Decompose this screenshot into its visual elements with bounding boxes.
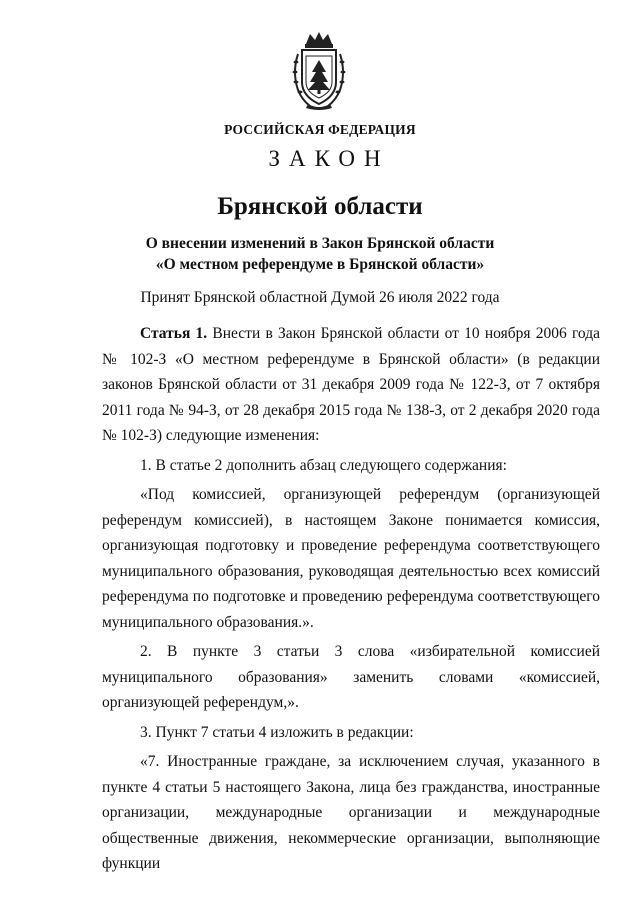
article-1-label: Статья 1. — [140, 325, 208, 342]
article-1-paragraph — [102, 321, 600, 449]
coat-of-arms-icon — [288, 30, 350, 110]
federation-heading: РОССИЙСКАЯ ФЕДЕРАЦИЯ — [224, 122, 416, 137]
item-1-paragraph: 1. В статье 2 дополнить абзац следующего содержания: — [140, 456, 507, 474]
item-3-paragraph: 3. Пункт 7 статьи 4 изложить в редакции: — [140, 723, 414, 741]
article-1-text: Внести в Закон Брянской области от 10 ноября 2006 года № 102-З «О местном референдуме в Брянской области» (в редакции законов Брянской области от 31 декабря 2009 года № 122-З, от 7 октября 2011 года № 94-З, от 28 декабря 2015 года № 138-З, от 2 декабря 2020 года № 102-З) следующие изменения: — [102, 325, 600, 444]
item-1-quote: «Под комиссией, организующей референдум (организующей референдум комиссией), в настоящем Законе понимается комиссия, организующая подготовку и проведение референдума соответствующего муниципального образования, руководящая деятельностью всех комиссий референдума по подготовке и проведению референдума соответствующего муниципального образования.». — [102, 486, 600, 631]
law-body — [102, 321, 600, 877]
law-subject-line-2: «О местном референдуме в Брянской области» — [155, 256, 485, 273]
law-subject — [0, 233, 640, 275]
law-heading: ЗАКОН — [268, 146, 390, 171]
item-2-paragraph: 2. В пункте 3 статьи 3 слова «избирательной комиссией муниципального образования» заменить словами «комиссией, организующей референдум,». — [102, 643, 600, 711]
region-heading: Брянской области — [217, 193, 423, 220]
item-3-quote: «7. Иностранные граждане, за исключением случая, указанного в пункте 4 статьи 5 настоящего Закона, лица без гражданства, иностранные организации, международные организации и международные общественные движения, некоммерческие организации, выполняющие функции — [102, 753, 600, 872]
adoption-line: Принят Брянской областной Думой 26 июля 2022 года — [140, 289, 500, 306]
law-subject-line-1: О внесении изменений в Закон Брянской области — [145, 235, 495, 252]
